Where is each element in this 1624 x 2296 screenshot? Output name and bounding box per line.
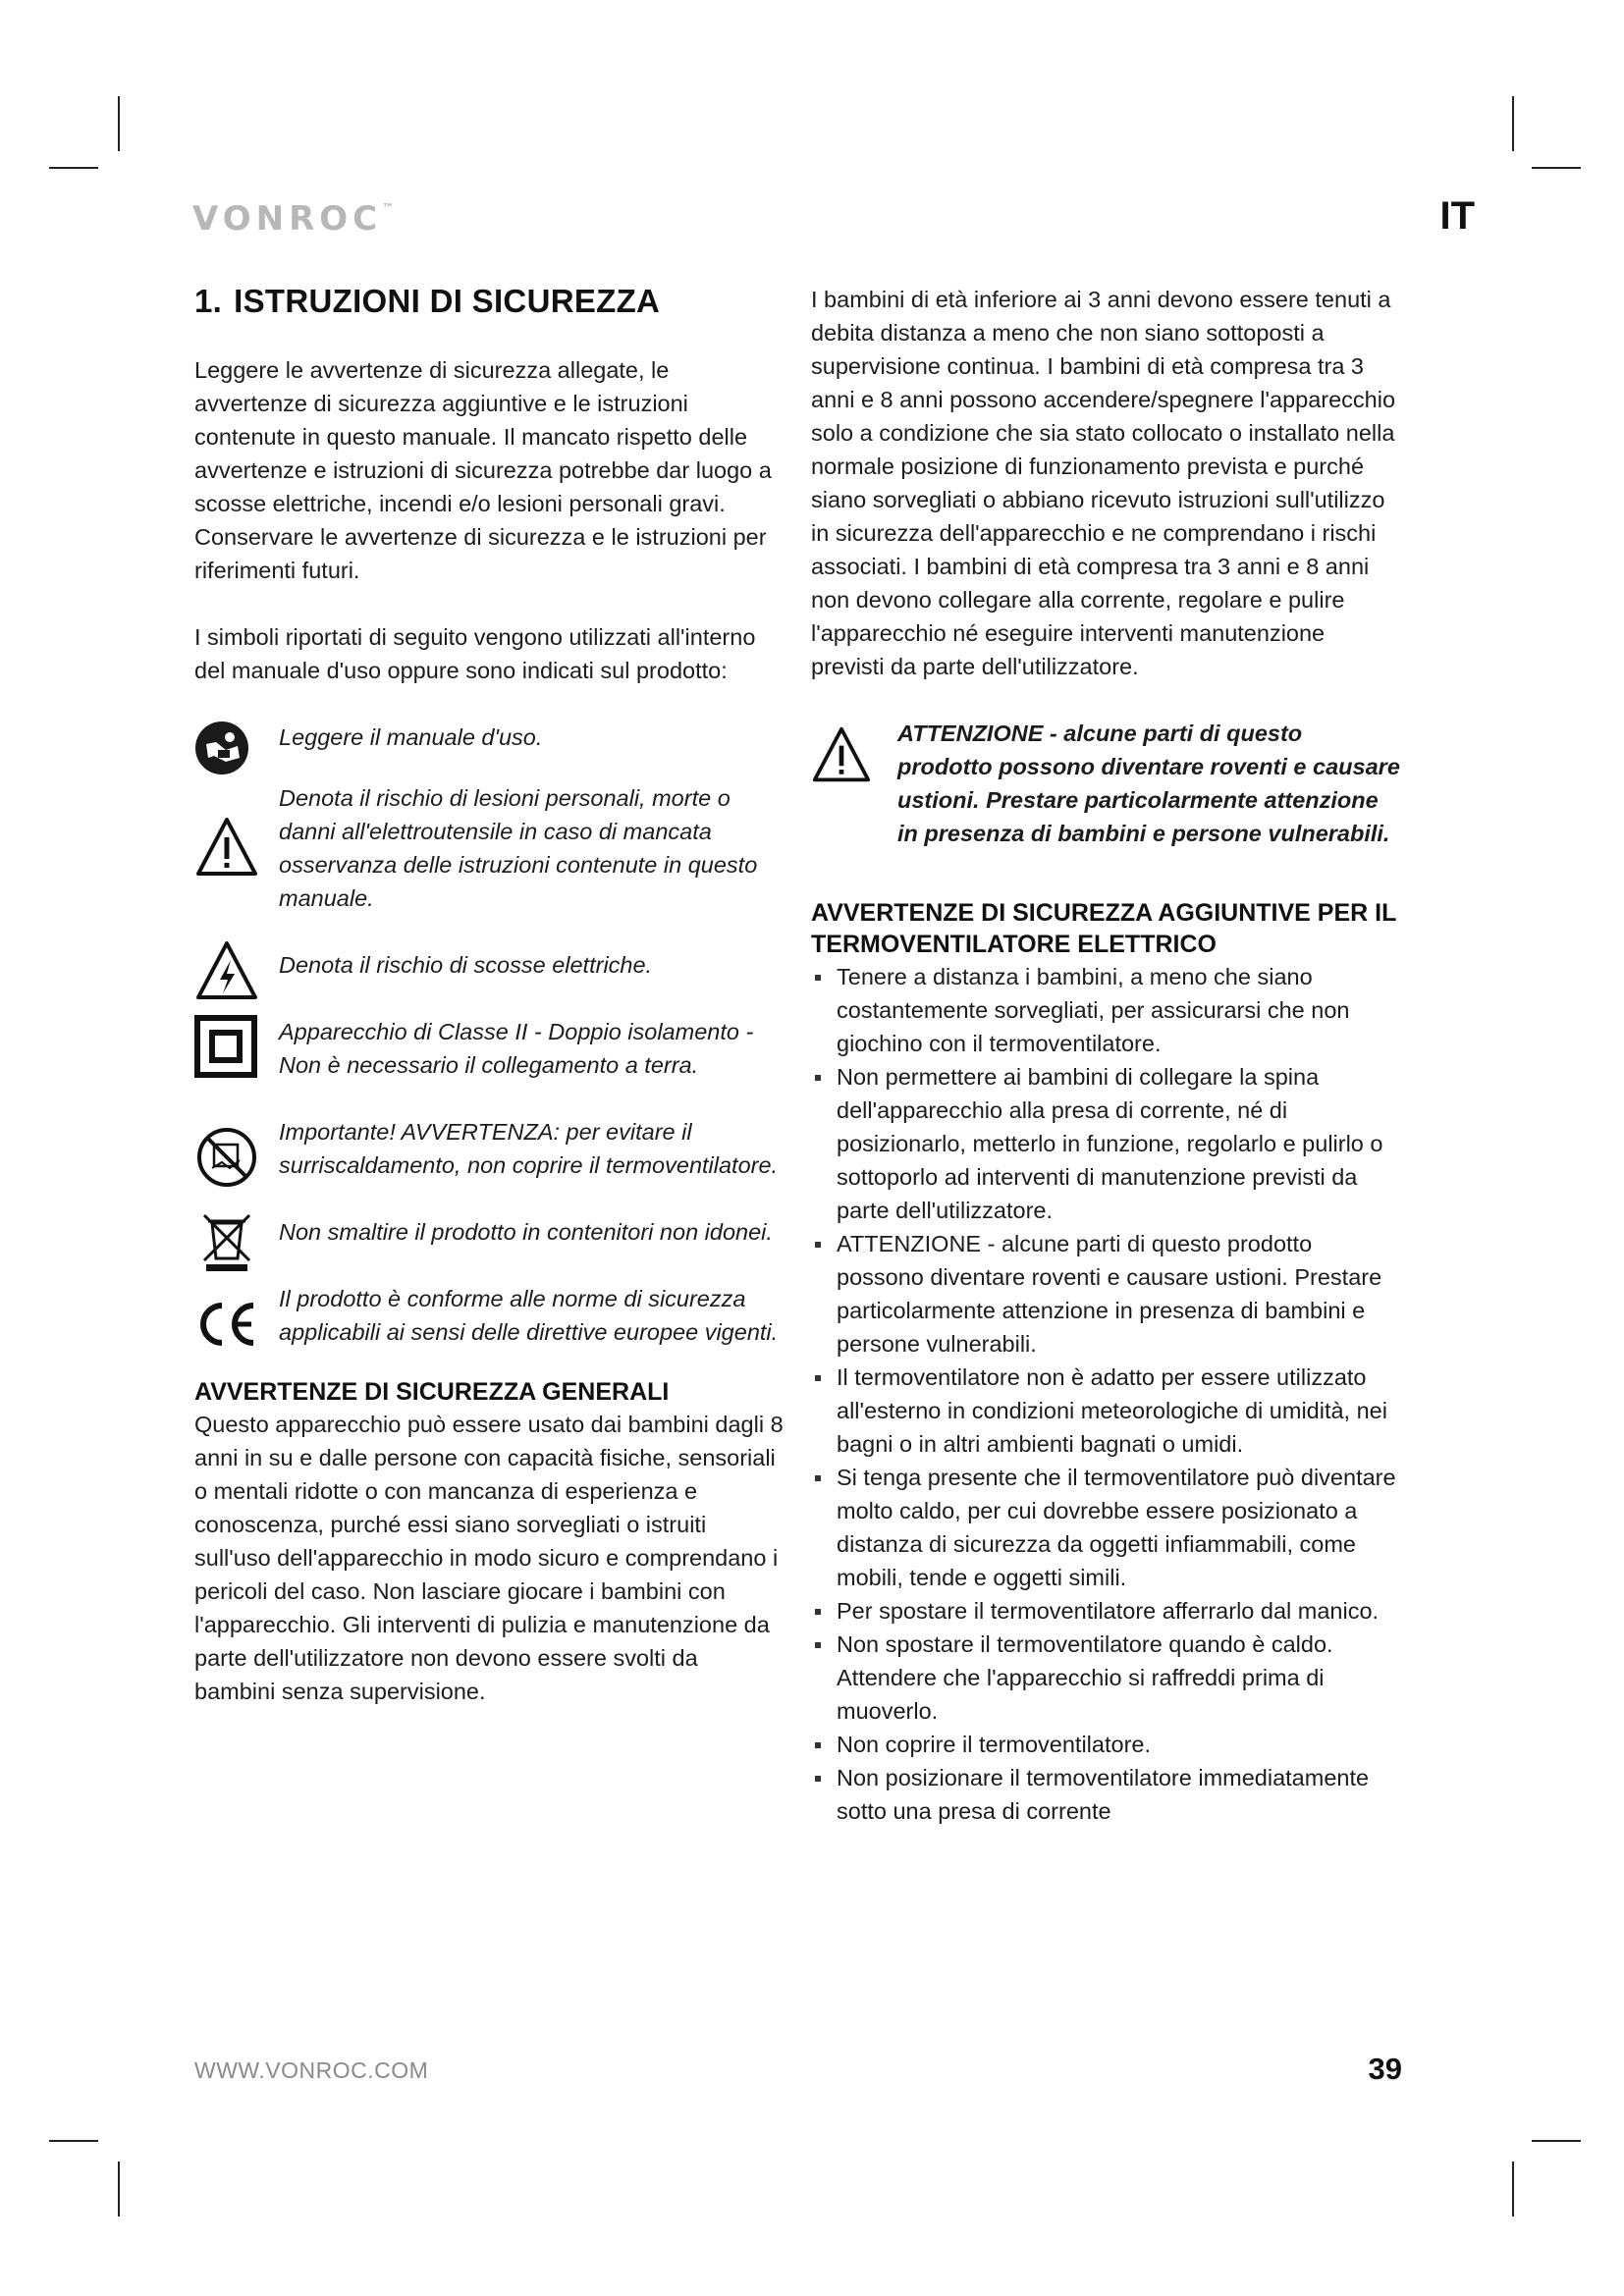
weee-bin-icon [194, 1209, 259, 1274]
left-column [194, 283, 784, 1741]
burn-warning [811, 717, 1400, 850]
symbol-item [194, 1115, 784, 1182]
list-item: Non coprire il termoventilatore. [811, 1728, 1400, 1761]
symbol-item [194, 1282, 784, 1349]
symbol-text: Importante! AVVERTENZA: per evitare il surriscaldamento, non coprire il termoventilatore. [279, 1119, 779, 1178]
symbol-text: Denota il rischio di scosse elettriche. [279, 952, 653, 978]
symbol-text: Apparecchio di Classe II - Doppio isolamento - Non è necessario il collegamento a terra. [279, 1019, 754, 1078]
symbol-item [194, 1015, 784, 1082]
list-item: Non spostare il termoventilatore quando è caldo. Attendere che l'apparecchio si raffreddi prima di muoverlo. [811, 1628, 1400, 1728]
footer-url: WWW.VONROC.COM [194, 2057, 429, 2083]
list-item: Non permettere ai bambini di collegare la spina dell'apparecchio alla presa di corrente, né di posizionarlo, metterlo in funzione, regolarlo e pulirlo o sottoporlo ad interventi di manutenzione previsti da parte dell'utilizzatore. [811, 1060, 1400, 1227]
list-item: Si tenga presente che il termoventilatore può diventare molto caldo, per cui dovrebbe essere posizionato a distanza di sicurezza da oggetti infiammabili, come mobili, tende e oggetti simili. [811, 1461, 1400, 1594]
do-not-cover-icon [194, 1125, 259, 1190]
symbol-item [194, 721, 784, 754]
crop-mark [1532, 2140, 1581, 2142]
crop-mark [1512, 96, 1514, 151]
additional-warnings-list [811, 960, 1400, 1828]
list-item: Non posizionare il termoventilatore immediatamente sotto una presa di corrente [811, 1761, 1400, 1828]
list-item: Il termoventilatore non è adatto per essere utilizzato all'esterno in condizioni meteorologiche di umidità, nei bagni o in altri ambienti bagnati o umidi. [811, 1361, 1400, 1461]
symbols-intro: I simboli riportati di seguito vengono utilizzati all'interno del manuale d'uso oppure sono indicati sul prodotto: [194, 624, 756, 683]
intro-paragraph: Leggere le avvertenze di sicurezza allegate, le avvertenze di sicurezza aggiuntive e le istruzioni contenute in questo manuale. Il mancato rispetto delle avvertenze e istruzioni di sicurezza potrebbe dar luogo a scosse elettriche, incendi e/o lesioni personali gravi. Conservare le avvertenze di sicurezza e le istruzioni per riferimenti futuri. [194, 357, 772, 583]
warning-triangle-icon [194, 815, 259, 880]
general-warnings-title: AVVERTENZE DI SICUREZZA GENERALI [194, 1378, 670, 1406]
crop-mark [118, 96, 120, 151]
list-item: Per spostare il termoventilatore afferrarlo dal manico. [811, 1594, 1400, 1628]
electric-shock-icon [194, 938, 259, 1003]
list-item: ATTENZIONE - alcune parti di questo prodotto possono diventare roventi e causare ustioni. Prestare particolarmente attenzione in presenza di bambini e persone vulnerabili. [811, 1227, 1400, 1361]
general-warnings-text: Questo apparecchio può essere usato dai bambini dagli 8 anni in su e dalle persone con capacità fisiche, sensoriali o mentali ridotte o con mancanza di esperienza e conoscenza, purché essi siano sorvegliati o istruiti sull'uso dell'apparecchio in modo sicuro e comprendano i pericoli del caso. Non lasciare giocare i bambini con l'apparecchio. Gli interventi di pulizia e manutenzione da parte dell'utilizzatore non devono essere svolti da bambini senza supervisione. [194, 1412, 784, 1704]
crop-mark [1512, 2162, 1514, 2216]
symbol-text: Denota il rischio di lesioni personali, morte o danni all'elettroutensile in caso di mancata osservanza delle istruzioni contenute in questo manuale. [279, 785, 758, 911]
symbol-text: Il prodotto è conforme alle norme di sicurezza applicabili ai sensi delle direttive europee vigenti. [279, 1286, 779, 1345]
symbol-text: Leggere il manuale d'uso. [279, 724, 543, 750]
symbol-item [194, 1215, 784, 1249]
ce-mark-icon [194, 1292, 259, 1357]
warning-triangle-icon [811, 724, 872, 785]
brand-logo: VONROC™ [192, 199, 395, 239]
crop-mark [1532, 167, 1581, 169]
symbol-item [194, 948, 784, 982]
read-manual-icon [194, 721, 259, 785]
symbol-item [194, 781, 784, 915]
right-column [811, 283, 1400, 1828]
crop-mark [49, 2140, 98, 2142]
crop-mark [118, 2162, 120, 2216]
crop-mark [49, 167, 98, 169]
children-paragraph: I bambini di età inferiore ai 3 anni devono essere tenuti a debita distanza a meno che non siano sottoposti a supervisione continua. I bambini di età compresa tra 3 anni e 8 anni possono accendere/spegnere l'apparecchio solo a condizione che sia stato collocato o installato nella normale posizione di funzionamento prevista e purché siano sorvegliati o abbiano ricevuto istruzioni sull'utilizzo in sicurezza dell'apparecchio e ne comprendano i rischi associati. I bambini di età compresa tra 3 anni e 8 anni non devono collegare alla corrente, regolare e pulire l'apparecchio né eseguire interventi manutenzione previsti da parte dell'utilizzatore. [811, 287, 1396, 679]
symbol-list [194, 721, 784, 1349]
page-number: 39 [1368, 2052, 1402, 2086]
additional-warnings-title: AVVERTENZE DI SICUREZZA AGGIUNTIVE PER IL TERMOVENTILATORE ELETTRICO [811, 899, 1396, 958]
list-item: Tenere a distanza i bambini, a meno che siano costantemente sorvegliati, per assicurarsi che non giochino con il termoventilatore. [811, 960, 1400, 1060]
section-title: 1. ISTRUZIONI DI SICUREZZA [194, 283, 661, 319]
burn-warning-text: ATTENZIONE - alcune parti di questo prodotto possono diventare roventi e causare ustioni. Prestare particolarmente attenzione in presenza di bambini e persone vulnerabili. [897, 721, 1400, 846]
symbol-text: Non smaltire il prodotto in contenitori non idonei. [279, 1219, 773, 1245]
class-ii-icon [194, 1015, 259, 1080]
language-code: IT [1439, 194, 1475, 238]
